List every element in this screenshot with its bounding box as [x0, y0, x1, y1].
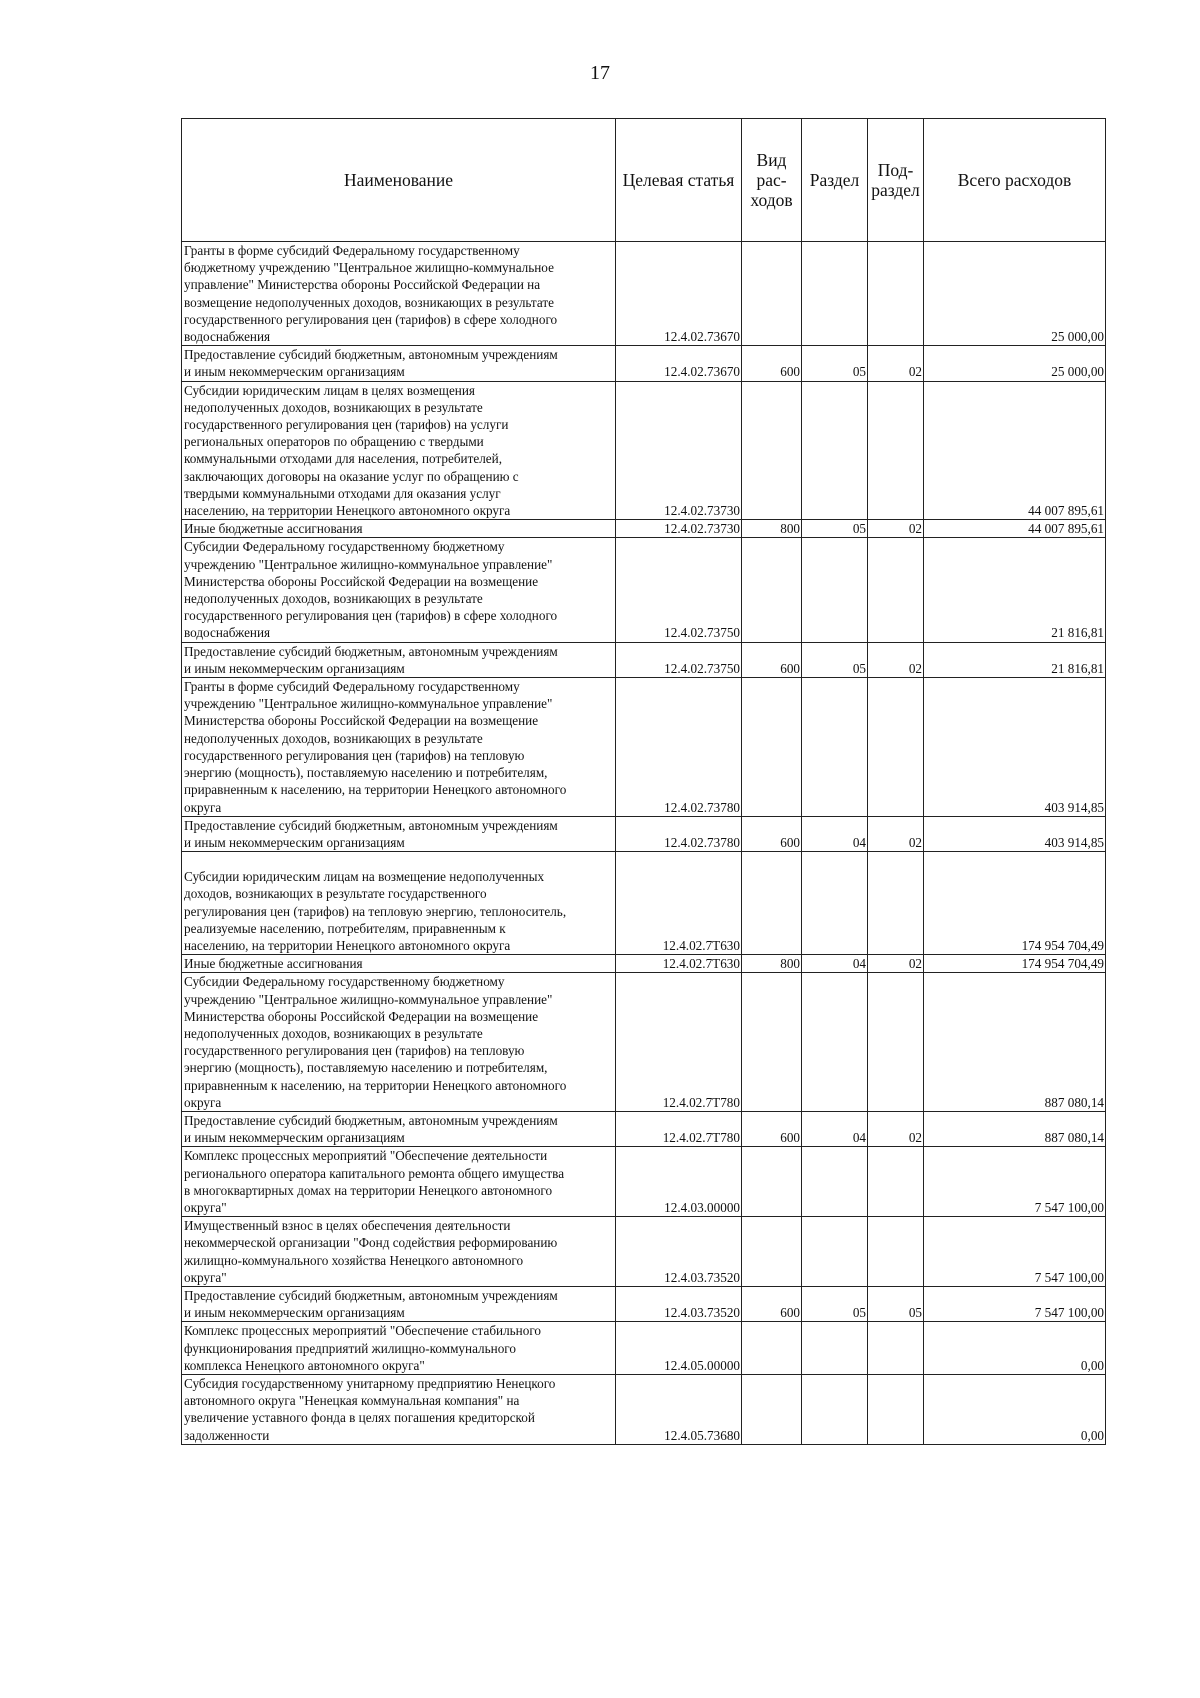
row-code: 12.4.02.73670 — [616, 242, 742, 346]
row-razdel — [802, 1217, 868, 1287]
header-razdel: Раздел — [802, 119, 868, 242]
row-name-line: Министерства обороны Российской Федерации на возмещение — [184, 713, 539, 729]
table-body — [182, 242, 1106, 1445]
row-name — [182, 1322, 616, 1375]
row-podrazdel — [868, 381, 924, 520]
table-row — [182, 242, 1106, 346]
row-name-line: Субсидии Федеральному государственному бюджетному — [184, 539, 505, 555]
row-razdel — [802, 1147, 868, 1217]
row-name-line: округа" — [184, 1199, 227, 1215]
row-name — [182, 816, 616, 851]
row-razdel — [802, 678, 868, 817]
row-name-line: Субсидия государственному унитарному предприятию Ненецкого — [184, 1376, 556, 1391]
row-name-line: недополученных доходов, возникающих в результате — [184, 591, 483, 607]
header-name: Наименование — [182, 119, 616, 242]
row-name-line: недополученных доходов, возникающих в результате — [184, 730, 483, 746]
row-name-line: бюджетному учреждению "Центральное жилищно-коммунальное — [184, 260, 554, 276]
row-code: 12.4.05.00000 — [616, 1322, 742, 1375]
table-row — [182, 1322, 1106, 1375]
row-vid — [742, 1217, 802, 1287]
row-name-line: Гранты в форме субсидий Федеральному государственному — [184, 243, 520, 258]
row-name — [182, 1147, 616, 1217]
row-code: 12.4.02.7Т780 — [616, 973, 742, 1112]
row-vid — [742, 1322, 802, 1375]
table-header-row — [182, 119, 1106, 242]
row-total: 0,00 — [924, 1322, 1106, 1375]
row-total: 44 007 895,61 — [924, 381, 1106, 520]
row-name-line: регулирования цен (тарифов) на тепловую энергию, теплоноситель, — [184, 903, 567, 919]
row-name-line: недополученных доходов, возникающих в результате — [184, 1025, 483, 1041]
row-name-line: и иным некоммерческим организациям — [184, 1305, 405, 1321]
row-name-line: Гранты в форме субсидий Федеральному государственному — [184, 679, 520, 695]
row-name-line: государственного регулирования цен (тарифов) на тепловую — [184, 1043, 525, 1059]
row-name-line: учреждению "Центральное жилищно-коммунальное управление" — [184, 991, 553, 1007]
row-vid — [742, 538, 802, 642]
row-total: 21 816,81 — [924, 642, 1106, 677]
row-total: 174 954 704,49 — [924, 955, 1106, 973]
row-razdel — [802, 381, 868, 520]
row-name-line: жилищно-коммунального хозяйства Ненецкого автономного — [184, 1252, 524, 1268]
row-name — [182, 973, 616, 1112]
row-vid — [742, 973, 802, 1112]
row-name-line: региональных операторов по обращению с твердыми — [184, 434, 484, 450]
row-razdel: 05 — [802, 1286, 868, 1321]
row-razdel: 04 — [802, 1111, 868, 1146]
row-name — [182, 1286, 616, 1321]
row-code: 12.4.05.73680 — [616, 1375, 742, 1445]
row-total: 887 080,14 — [924, 973, 1106, 1112]
row-name — [182, 381, 616, 520]
table-row — [182, 642, 1106, 677]
row-podrazdel: 02 — [868, 520, 924, 538]
row-vid — [742, 381, 802, 520]
row-name — [182, 520, 616, 538]
row-vid: 600 — [742, 1111, 802, 1146]
row-podrazdel: 02 — [868, 346, 924, 381]
header-vid-line: Вид — [756, 150, 787, 170]
row-code: 12.4.02.73730 — [616, 520, 742, 538]
row-name-line: Предоставление субсидий бюджетным, автономным учреждениям — [184, 817, 558, 833]
header-vid — [742, 119, 802, 242]
table-row — [182, 1286, 1106, 1321]
row-total: 887 080,14 — [924, 1111, 1106, 1146]
row-name-line: Комплекс процессных мероприятий "Обеспечение стабильного — [184, 1323, 542, 1339]
row-vid — [742, 1375, 802, 1445]
row-name-line: функционирования предприятий жилищно-коммунального — [184, 1340, 516, 1356]
row-podrazdel — [868, 1147, 924, 1217]
row-name — [182, 955, 616, 973]
row-name — [182, 538, 616, 642]
row-name-line: Предоставление субсидий бюджетным, автономным учреждениям — [184, 1287, 558, 1303]
row-name-line: заключающих договоры на оказание услуг по обращению с — [184, 468, 519, 484]
row-name-line: недополученных доходов, возникающих в результате — [184, 399, 483, 415]
row-name — [182, 1111, 616, 1146]
row-podrazdel — [868, 1375, 924, 1445]
row-name-line: Предоставление субсидий бюджетным, автономным учреждениям — [184, 1112, 558, 1128]
row-code: 12.4.03.73520 — [616, 1217, 742, 1287]
header-vid-line: рас- — [756, 170, 787, 190]
row-podrazdel: 02 — [868, 955, 924, 973]
row-vid: 800 — [742, 520, 802, 538]
row-name — [182, 852, 616, 955]
row-name-line: государственного регулирования цен (тарифов) на тепловую — [184, 747, 525, 763]
row-name-line: округа" — [184, 1269, 227, 1285]
row-vid — [742, 1147, 802, 1217]
row-name-line: Иные бюджетные ассигнования — [184, 956, 363, 972]
row-razdel: 05 — [802, 520, 868, 538]
row-name — [182, 1217, 616, 1287]
row-code: 12.4.02.73730 — [616, 381, 742, 520]
row-name-line: приравненным к населению, на территории Ненецкого автономного — [184, 782, 567, 798]
row-name-line: учреждению "Центральное жилищно-коммунальное управление" — [184, 556, 553, 572]
row-name-line: энергию (мощность), поставляемую населению и потребителям, — [184, 1060, 548, 1076]
header-podrazdel-line: раздел — [871, 180, 920, 200]
row-name-line: реализуемые населению, потребителям, приравненным к — [184, 920, 506, 936]
row-code: 12.4.02.73750 — [616, 642, 742, 677]
row-name-line: автономного округа "Ненецкая коммунальная компания" на — [184, 1393, 520, 1409]
table-row — [182, 381, 1106, 520]
row-razdel — [802, 1375, 868, 1445]
row-name-line: управление" Министерства обороны Российской Федерации на — [184, 277, 541, 293]
row-total: 403 914,85 — [924, 678, 1106, 817]
row-code: 12.4.03.00000 — [616, 1147, 742, 1217]
row-name-line: Субсидии Федеральному государственному бюджетному — [184, 974, 505, 990]
row-name-line: государственного регулирования цен (тарифов) в сфере холодного — [184, 311, 558, 327]
row-name-line: Комплекс процессных мероприятий "Обеспечение деятельности — [184, 1148, 548, 1164]
row-name-line: в многоквартирных домах на территории Ненецкого автономного — [184, 1182, 553, 1198]
row-total: 7 547 100,00 — [924, 1147, 1106, 1217]
row-name — [182, 642, 616, 677]
row-podrazdel — [868, 973, 924, 1112]
row-razdel — [802, 852, 868, 955]
row-total: 7 547 100,00 — [924, 1286, 1106, 1321]
row-name-line: Министерства обороны Российской Федерации на возмещение — [184, 573, 539, 589]
table-row — [182, 1147, 1106, 1217]
table-row — [182, 973, 1106, 1112]
table-row — [182, 1111, 1106, 1146]
table-row — [182, 816, 1106, 851]
row-podrazdel — [868, 1217, 924, 1287]
row-code: 12.4.02.73780 — [616, 678, 742, 817]
row-code: 12.4.02.73780 — [616, 816, 742, 851]
row-name-line: некоммерческой организации "Фонд содействия реформированию — [184, 1235, 558, 1251]
row-razdel — [802, 1322, 868, 1375]
table-row — [182, 955, 1106, 973]
row-name — [182, 1375, 616, 1445]
row-razdel: 05 — [802, 346, 868, 381]
row-vid — [742, 852, 802, 955]
row-total: 0,00 — [924, 1375, 1106, 1445]
header-podrazdel-line: Под- — [877, 160, 914, 180]
row-podrazdel — [868, 852, 924, 955]
header-total: Всего расходов — [924, 119, 1106, 242]
table-row — [182, 1217, 1106, 1287]
row-name-line: и иным некоммерческим организациям — [184, 834, 405, 850]
row-name-line: и иным некоммерческим организациям — [184, 660, 405, 676]
row-name-line: доходов, возникающих в результате государственного — [184, 886, 487, 902]
row-vid: 600 — [742, 1286, 802, 1321]
table-row — [182, 678, 1106, 817]
row-razdel: 04 — [802, 955, 868, 973]
row-razdel: 05 — [802, 642, 868, 677]
row-name-line: приравненным к населению, на территории Ненецкого автономного — [184, 1077, 567, 1093]
row-podrazdel — [868, 1322, 924, 1375]
row-razdel: 04 — [802, 816, 868, 851]
row-name-line: населению, на территории Ненецкого автономного округа — [184, 503, 511, 519]
row-name-line: Иные бюджетные ассигнования — [184, 521, 363, 537]
table-row — [182, 1375, 1106, 1445]
row-name-line: увеличение уставного фонда в целях погашения кредиторской — [184, 1410, 535, 1426]
row-podrazdel: 05 — [868, 1286, 924, 1321]
row-razdel — [802, 242, 868, 346]
row-name-line: округа — [184, 799, 222, 815]
row-vid: 600 — [742, 642, 802, 677]
row-podrazdel: 02 — [868, 1111, 924, 1146]
row-code: 12.4.03.73520 — [616, 1286, 742, 1321]
header-code: Целевая статья — [616, 119, 742, 242]
row-code: 12.4.02.7Т780 — [616, 1111, 742, 1146]
row-total: 25 000,00 — [924, 346, 1106, 381]
row-vid: 600 — [742, 346, 802, 381]
row-code: 12.4.02.73670 — [616, 346, 742, 381]
row-name-line: задолженности — [184, 1427, 270, 1443]
row-name — [182, 678, 616, 817]
row-name-line: возмещение недополученных доходов, возникающих в результате — [184, 294, 554, 310]
row-name-line: Имущественный взнос в целях обеспечения деятельности — [184, 1218, 511, 1234]
budget-table — [181, 118, 1106, 1445]
row-razdel — [802, 973, 868, 1112]
row-name-line: населению, на территории Ненецкого автономного округа — [184, 937, 511, 953]
row-vid — [742, 242, 802, 346]
row-podrazdel — [868, 538, 924, 642]
row-code: 12.4.02.7Т630 — [616, 852, 742, 955]
row-name-line: учреждению "Центральное жилищно-коммунальное управление" — [184, 696, 553, 712]
row-name-line: Министерства обороны Российской Федерации на возмещение — [184, 1008, 539, 1024]
row-name-line: регионального оператора капитального ремонта общего имущества — [184, 1165, 565, 1181]
row-total: 174 954 704,49 — [924, 852, 1106, 955]
row-name-line: водоснабжения — [184, 329, 271, 345]
row-name-line: Предоставление субсидий бюджетным, автономным учреждениям — [184, 347, 558, 363]
row-podrazdel: 02 — [868, 642, 924, 677]
table-row — [182, 346, 1106, 381]
row-name-line: округа — [184, 1094, 222, 1110]
row-name — [182, 242, 616, 346]
row-name-line: и иным некоммерческим организациям — [184, 1130, 405, 1146]
row-total: 7 547 100,00 — [924, 1217, 1106, 1287]
row-name-line: водоснабжения — [184, 625, 271, 641]
row-code: 12.4.02.73750 — [616, 538, 742, 642]
row-name-line: энергию (мощность), поставляемую населению и потребителям, — [184, 765, 548, 781]
row-name-line: Субсидии юридическим лицам в целях возмещения — [184, 382, 475, 398]
row-name-line: коммунальными отходами для населения, потребителей, — [184, 451, 503, 467]
row-name-line: и иным некоммерческим организациям — [184, 364, 405, 380]
table-row — [182, 852, 1106, 955]
row-name-line: государственного регулирования цен (тарифов) на услуги — [184, 417, 509, 433]
table-row — [182, 520, 1106, 538]
table-row — [182, 538, 1106, 642]
row-name-line: комплекса Ненецкого автономного округа" — [184, 1357, 425, 1373]
header-vid-line: ходов — [750, 190, 793, 210]
row-podrazdel — [868, 678, 924, 817]
row-name-line: твердыми коммунальными отходами для оказания услуг — [184, 485, 501, 501]
header-podrazdel — [868, 119, 924, 242]
row-total: 25 000,00 — [924, 242, 1106, 346]
row-total: 44 007 895,61 — [924, 520, 1106, 538]
row-total: 21 816,81 — [924, 538, 1106, 642]
row-vid: 800 — [742, 955, 802, 973]
page-number: 17 — [590, 62, 610, 84]
row-vid — [742, 678, 802, 817]
row-vid: 600 — [742, 816, 802, 851]
row-name — [182, 346, 616, 381]
row-name-line: Предоставление субсидий бюджетным, автономным учреждениям — [184, 643, 558, 659]
row-podrazdel — [868, 242, 924, 346]
row-razdel — [802, 538, 868, 642]
row-name-line: Субсидии юридическим лицам на возмещение недополученных — [184, 869, 545, 885]
row-code: 12.4.02.7Т630 — [616, 955, 742, 973]
row-total: 403 914,85 — [924, 816, 1106, 851]
row-name-line: государственного регулирования цен (тарифов) в сфере холодного — [184, 608, 558, 624]
row-podrazdel: 02 — [868, 816, 924, 851]
